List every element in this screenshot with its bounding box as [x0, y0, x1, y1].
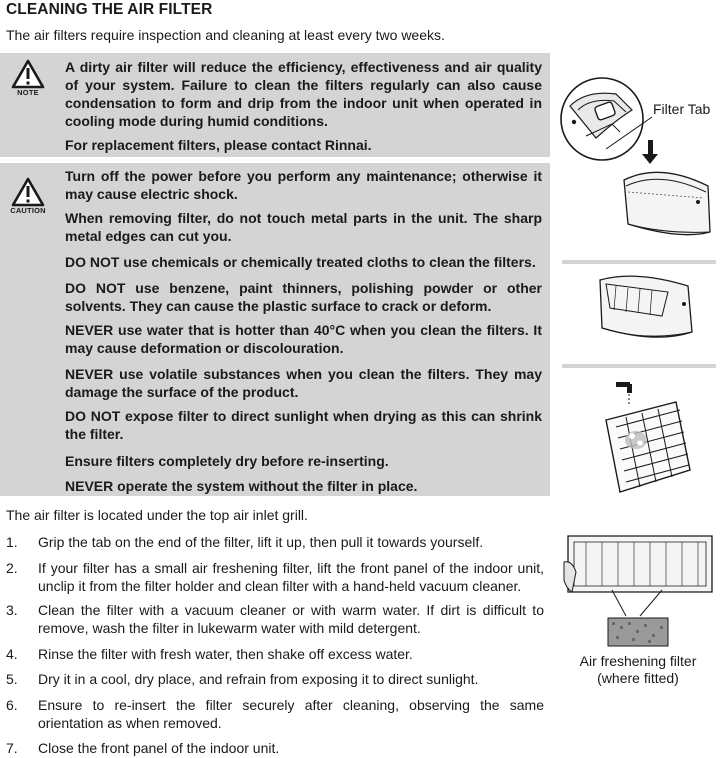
step-number: 5.: [6, 671, 18, 687]
caution-item: When removing filter, do not touch metal parts in the unit. The sharp metal edges can cut you.: [65, 210, 542, 244]
filter-location-text: The air filter is located under the top air inlet grill.: [6, 507, 308, 523]
step-text: Grip the tab on the end of the filter, lift it up, then pull it towards yourself.: [38, 534, 484, 550]
note-icon-label: NOTE: [17, 88, 39, 97]
caution-item: Turn off the power before you perform any maintenance; otherwise it may cause electric shock.: [65, 168, 542, 202]
intro-text: The air filters require inspection and cleaning at least every two weeks.: [6, 27, 445, 43]
warning-triangle-icon: [11, 177, 45, 207]
step-number: 6.: [6, 697, 18, 713]
arrow-up-icon: [642, 140, 658, 164]
air-freshening-filter-illustration: [562, 532, 716, 650]
air-freshening-caption: [560, 653, 716, 687]
step-number: 4.: [6, 646, 18, 662]
note-paragraph: For replacement filters, please contact Rinnai.: [65, 137, 372, 153]
step-text: Clean the filter with a vacuum cleaner or with warm water. If dirt is difficult to remove, wash the filter in lukewarm water with mild detergent.: [38, 602, 544, 636]
indoor-unit-filter-lift-illustration: [620, 140, 716, 244]
step-number: 7.: [6, 740, 18, 756]
caution-item: NEVER use water that is hotter than 40°C when you clean the filters. It may cause deformation or discolouration.: [65, 322, 542, 356]
caution-icon-label: CAUTION: [10, 206, 46, 215]
filter-tab-label: Filter Tab: [653, 101, 711, 117]
filter-washing-illustration: [596, 380, 696, 496]
step-text: If your filter has a small air freshening filter, lift the front panel of the indoor unit, unclip it from the filter holder and clean filter with a hand-held vacuum cleaner.: [38, 560, 544, 594]
step-text: Ensure to re-insert the filter securely after cleaning, observing the same orientation as when removed.: [38, 697, 544, 731]
note-paragraph: A dirty air filter will reduce the efficiency, effectiveness and air quality of your system. Failure to clean the filters regularly can also cause condensation to form and drip from the indoor unit when operated in cooling mode during humid conditions.: [65, 59, 542, 129]
figure-separator: [562, 260, 716, 264]
step-text: Close the front panel of the indoor unit.: [38, 740, 280, 756]
caution-item: DO NOT expose filter to direct sunlight when drying as this can shrink the filter.: [65, 408, 542, 442]
air-freshening-caption-title: Air freshening filter: [579, 653, 697, 669]
caution-item: NEVER use volatile substances when you clean the filters. They may damage the surface of the product.: [65, 366, 542, 400]
caution-panel: [0, 163, 550, 496]
note-panel: [0, 53, 550, 157]
step-number: 3.: [6, 602, 18, 618]
figure-separator: [562, 364, 716, 368]
note-icon: [6, 59, 50, 97]
step-number: 2.: [6, 560, 18, 576]
indoor-unit-filter-pull-illustration: [596, 272, 698, 348]
step-text: Dry it in a cool, dry place, and refrain from exposing it to direct sunlight.: [38, 671, 479, 687]
caution-item: DO NOT use chemicals or chemically treated cloths to clean the filters.: [65, 254, 536, 270]
warning-triangle-icon: [11, 59, 45, 89]
caution-item: NEVER operate the system without the filter in place.: [65, 478, 418, 494]
caution-item: Ensure filters completely dry before re-inserting.: [65, 453, 389, 469]
step-text: Rinse the filter with fresh water, then shake off excess water.: [38, 646, 413, 662]
air-freshening-caption-sub: (where fitted): [597, 670, 679, 686]
caution-item: DO NOT use benzene, paint thinners, polishing powder or other solvents. They can cause the plastic surface to crack or deform.: [65, 280, 542, 314]
caution-icon: [6, 177, 50, 215]
step-number: 1.: [6, 534, 18, 550]
page-title: CLEANING THE AIR FILTER: [6, 1, 213, 18]
